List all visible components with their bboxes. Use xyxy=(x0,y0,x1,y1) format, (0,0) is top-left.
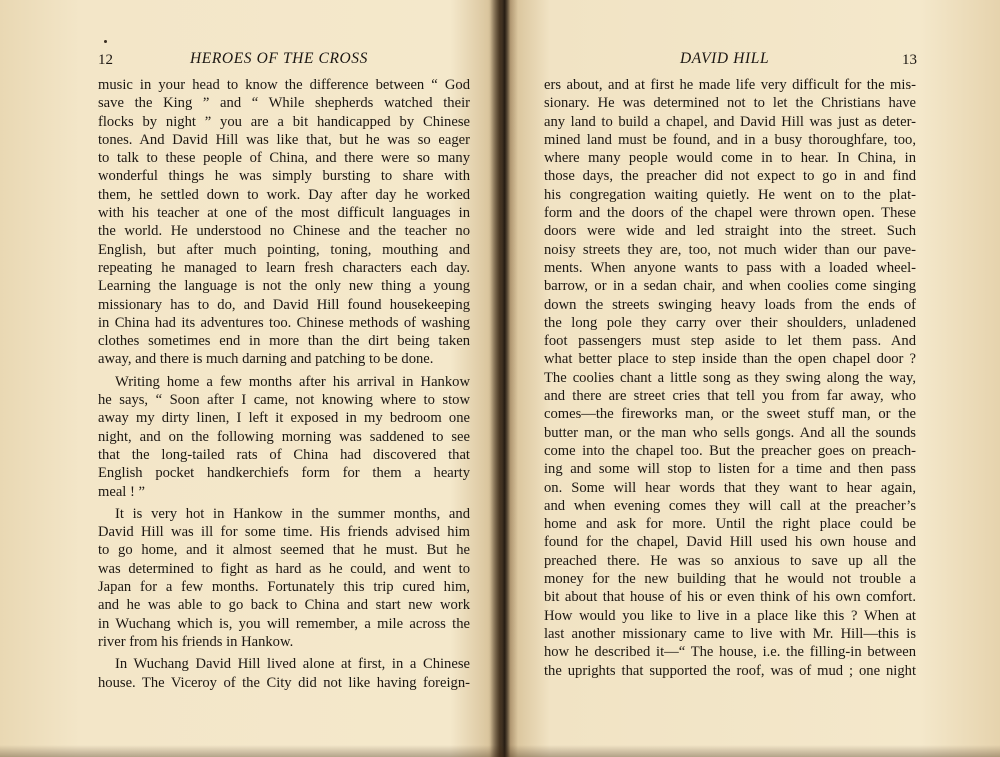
text-line: in China had its adventures too. Chinese methods of washing xyxy=(98,314,470,331)
text-line: away my dirty linen, I left it exposed in my bedroom one xyxy=(98,410,470,427)
text-line: them, he settled down to work. Day after day he worked xyxy=(98,186,470,203)
text-line: ers about, and at first he made life very difficult for the mis- xyxy=(544,77,916,93)
text-line: found for the chapel, David Hill used his own house and xyxy=(544,534,916,551)
right-page xyxy=(508,0,1000,757)
page-number-left: 12 xyxy=(98,52,113,68)
text-line: the world. He understood no Chinese and the teacher no xyxy=(98,223,470,240)
text-line: night, and on the following morning was saddened to see xyxy=(98,428,470,445)
text-line: form and the doors of the chapel were thrown open. These xyxy=(544,205,916,222)
running-head-left: HEROES OF THE CROSS xyxy=(190,50,369,67)
text-line: those days, the preacher did not expect to go in and find xyxy=(544,168,916,185)
text-line: where many people would come in to hear. In China, in xyxy=(544,150,916,167)
text-line: English, but after much pointing, toning, mouthing and xyxy=(98,241,470,258)
text-line: foot passengers must step aside to let them pass. And xyxy=(544,333,916,350)
text-line: with his teacher at one of the most difficult languages in xyxy=(98,205,470,222)
text-line: flocks by night ” you are a bit handicapped by Chinese xyxy=(98,113,470,130)
page-number-right: 13 xyxy=(902,52,917,68)
text-line: missionary has to do, and David Hill found housekeeping xyxy=(98,296,470,313)
text-line: any land to build a chapel, and David Hill was just as deter- xyxy=(544,113,916,130)
text-line: that the long-tailed rats of China had discovered that xyxy=(98,446,470,463)
text-line: bit about that house of his or even think of his own comfort. xyxy=(544,589,916,606)
text-line: house. The Viceroy of the City did not like having foreign- xyxy=(98,674,470,691)
text-line: to talk to these people of China, and there were so many xyxy=(98,150,470,167)
text-line: last another missionary came to live with Mr. Hill—this is xyxy=(544,625,916,642)
text-line: the uprights that supported the roof, was of mud ; one night xyxy=(544,662,916,679)
text-line: ments. When anyone wants to pass with a loaded wheel- xyxy=(544,259,916,276)
text-line: sionary. He was determined not to let the Christians have xyxy=(544,95,916,112)
left-page-text xyxy=(98,76,470,692)
text-line: his congregation waiting quietly. He went on to the plat- xyxy=(544,186,916,203)
text-line: meal ! ” xyxy=(98,483,145,500)
text-line: tones. And David Hill was like that, but he was so eager xyxy=(98,131,470,148)
text-line: clothes sometimes end in more than the dirt being taken xyxy=(98,333,470,350)
text-line: was determined to fight as hard as he could, and went to xyxy=(98,560,470,577)
text-line: the long pole they carry over their shoulders, unladened xyxy=(544,314,916,331)
text-line: wonderful things he was simply bursting to share with xyxy=(98,168,470,185)
text-line: mined land must be found, and in a busy thoroughfare, too, xyxy=(544,131,916,148)
text-line: ing and some will stop to listen for a time and then pass xyxy=(544,461,916,478)
text-line: river from his friends in Hankow. xyxy=(98,633,294,650)
text-line: The coolies chant a little song as they swing along the way, xyxy=(544,369,916,386)
text-line: home and ask for more. Until the right place could be xyxy=(544,516,916,533)
page-bottom-edge xyxy=(0,745,1000,757)
text-line: Japan for a few months. Fortunately this trip cured him, xyxy=(98,579,470,596)
text-line: money for the new building that he would not trouble a xyxy=(544,571,916,588)
text-line: In Wuchang David Hill lived alone at first, in a Chinese xyxy=(115,656,470,673)
text-line: and when evening comes they will call at the preacher’s xyxy=(544,497,916,514)
running-head-right: DAVID HILL xyxy=(680,50,770,67)
text-line: preached there. He was so anxious to save up all the xyxy=(544,552,916,569)
text-line: How would you like to live in a place like this ? When at xyxy=(544,607,916,624)
text-line: butter man, or the man who sells gongs. And all the sounds xyxy=(544,424,916,441)
text-line: doors were wide and led straight into the street. Such xyxy=(544,223,916,240)
text-line: barrow, or in a sedan chair, and when coolies come singing xyxy=(544,278,916,295)
text-line: to go home, and it almost seemed that he must. But he xyxy=(98,542,470,559)
text-line: It is very hot in Hankow in the summer months, and xyxy=(115,505,470,522)
left-page xyxy=(0,0,498,757)
text-line: on. Some will hear words that they want to hear again, xyxy=(544,479,916,496)
text-line: music in your head to know the difference between “ God xyxy=(98,77,470,93)
text-line: what better place to step inside than the open chapel door ? xyxy=(544,351,916,368)
text-line: noisy streets they are, too, not much wider than our pave- xyxy=(544,241,916,258)
text-line: comes—the fireworks man, or the sweet stuff man, or the xyxy=(544,406,916,423)
text-line: he says, “ Soon after I came, not knowing where to stow xyxy=(98,392,470,409)
text-line: save the King ” and “ While shepherds watched their xyxy=(98,95,470,112)
text-line: Writing home a few months after his arrival in Hankow xyxy=(115,373,470,390)
text-line: away, and there is much darning and patching to be done. xyxy=(98,351,434,368)
text-line: how he described it—“ The house, i.e. the filling-in between xyxy=(544,644,916,661)
text-line: Learning the language is not the only new thing a young xyxy=(98,278,470,295)
text-line: come into the chapel too. But the preacher goes on preach- xyxy=(544,442,916,459)
text-line: down the streets swinging heavy loads from the ends of xyxy=(544,296,916,313)
text-line: and there are street cries that tell you from far away, who xyxy=(544,388,916,405)
right-page-text xyxy=(544,76,916,680)
text-line: repeating he managed to learn fresh characters each day. xyxy=(98,259,470,276)
text-line: and he was able to go back to China and start new work xyxy=(98,597,470,614)
text-line: David Hill was ill for some time. His friends advised him xyxy=(98,524,470,541)
text-line: in Wuchang which is, you will remember, a mile across the xyxy=(98,615,470,632)
text-line: English pocket handkerchiefs form for them a hearty xyxy=(98,465,470,482)
